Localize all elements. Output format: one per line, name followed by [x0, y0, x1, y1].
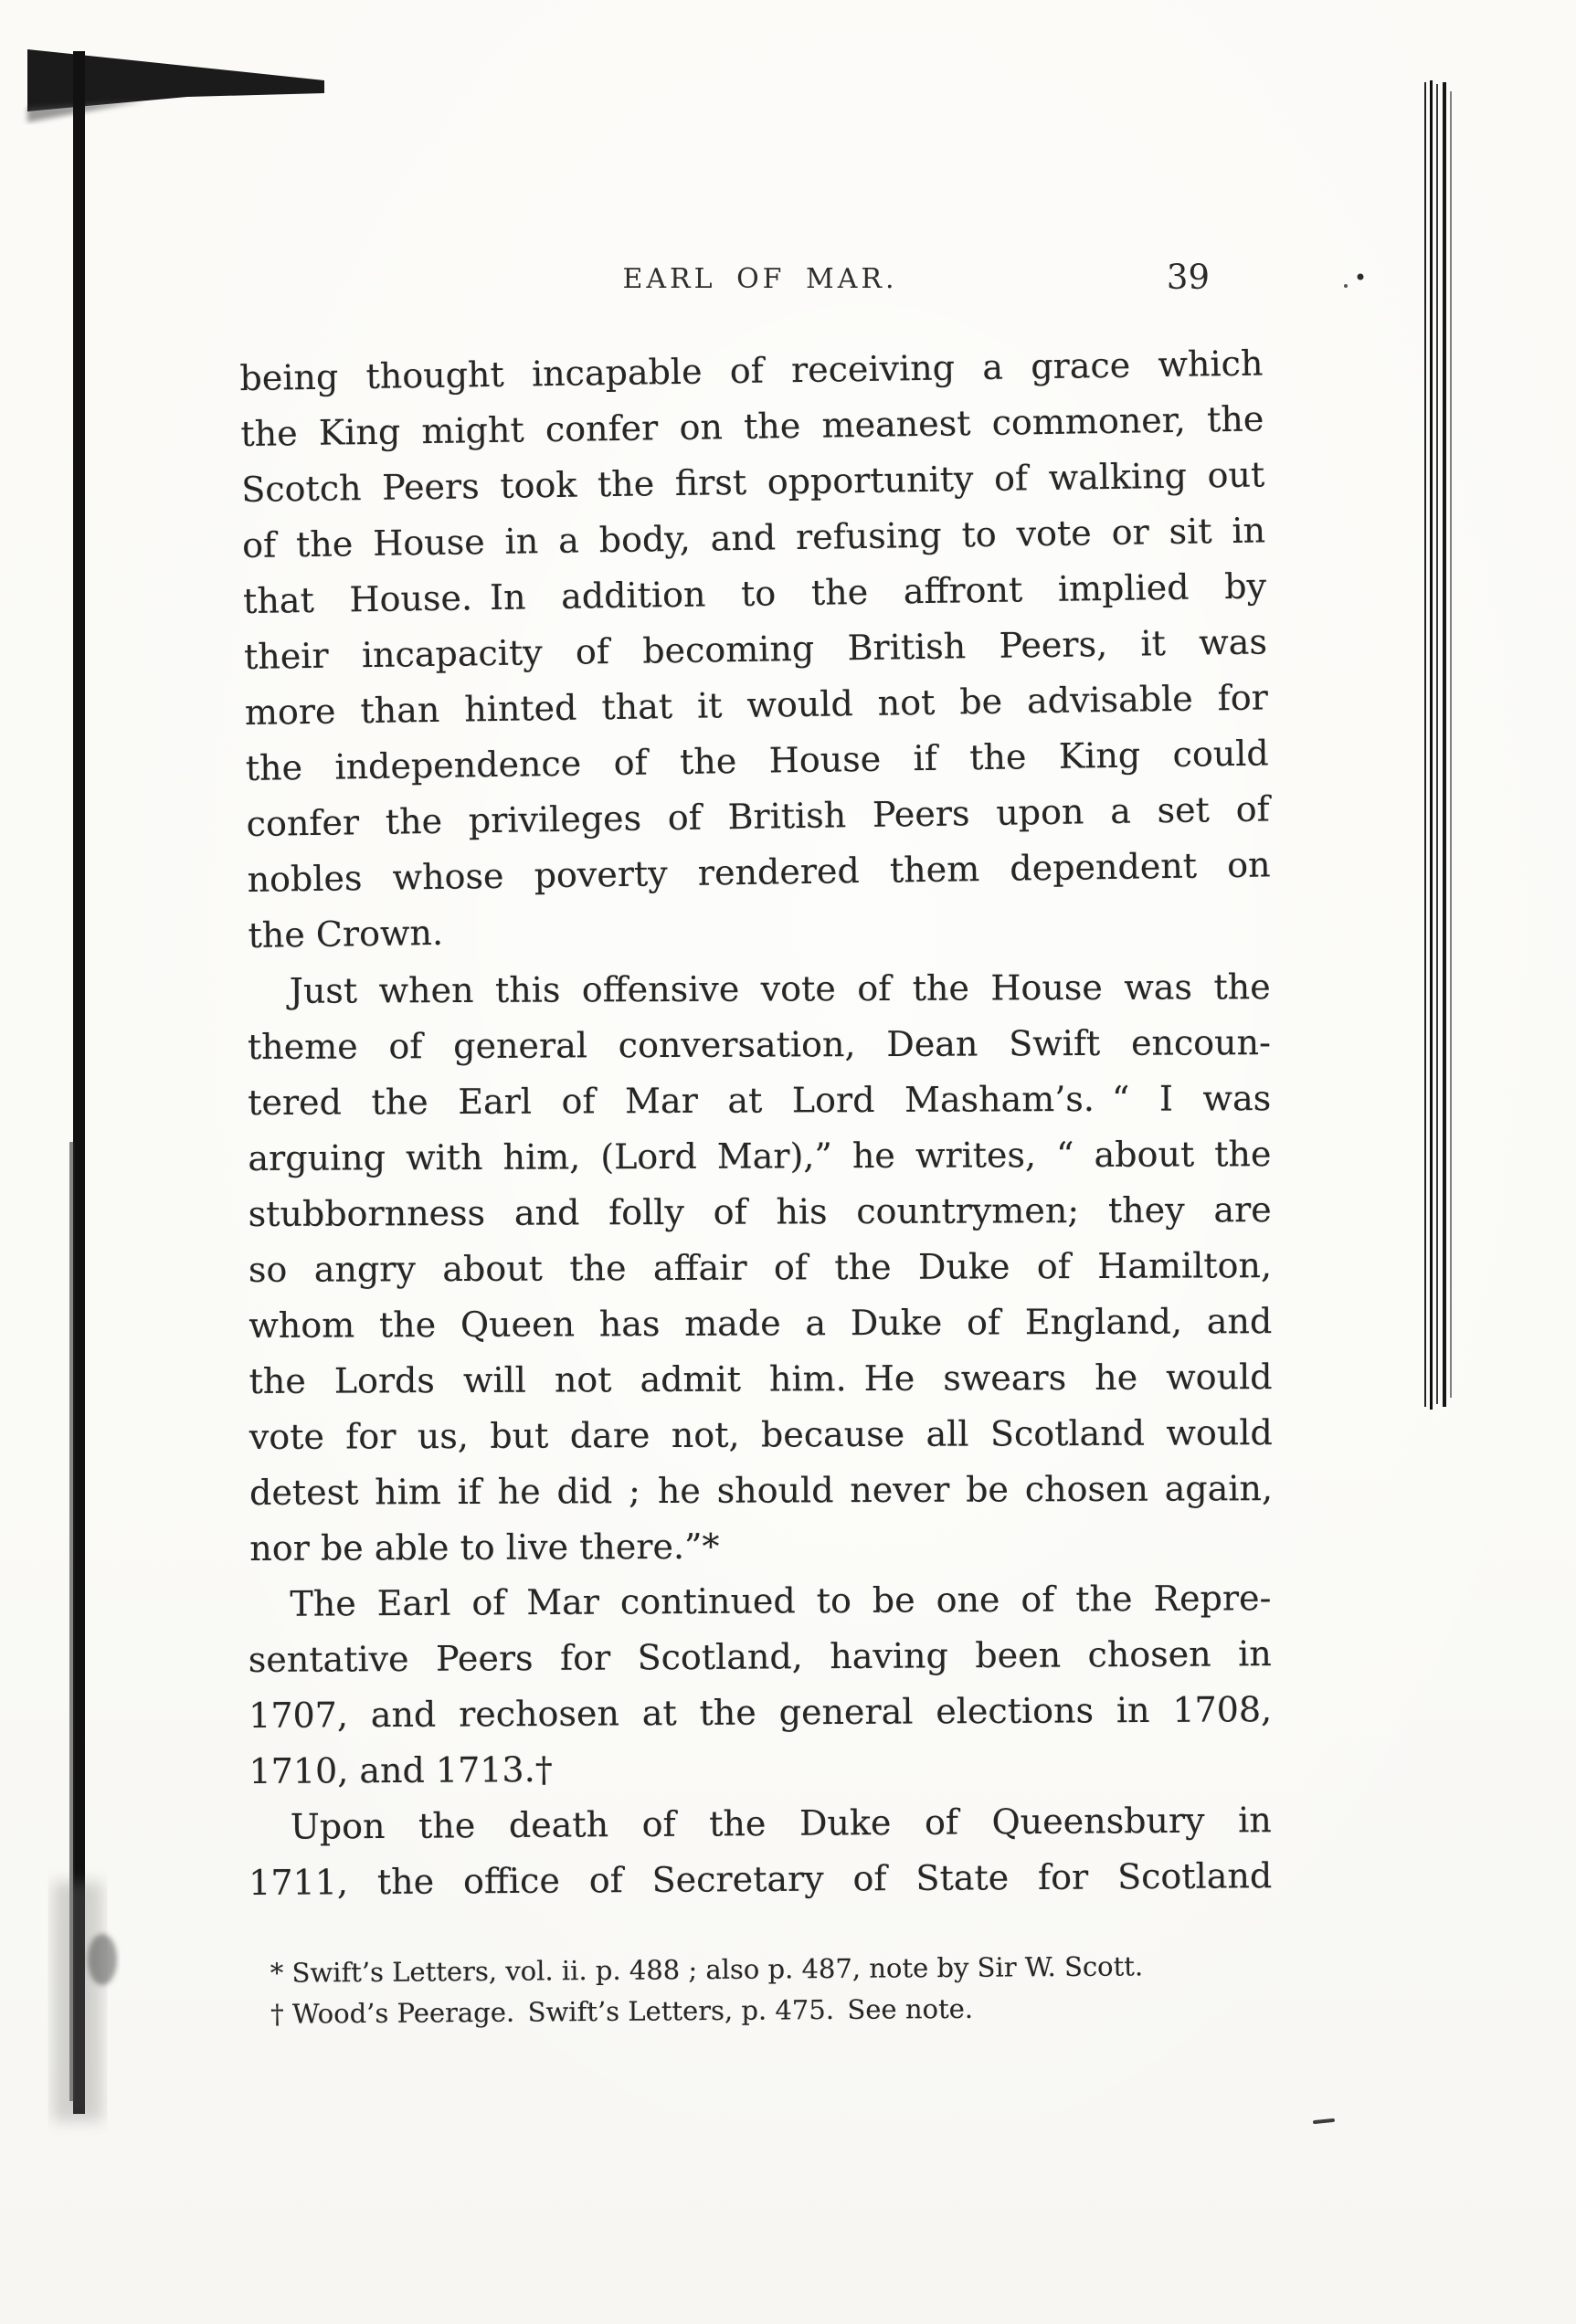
- text-line: confer the privileges of British Peers upon a set of: [246, 788, 1270, 845]
- page-header: [249, 258, 1272, 307]
- left-edge-blob: [88, 1934, 117, 1985]
- text-line: tered the Earl of Mar at Lord Masham’s. “ I was: [248, 1078, 1272, 1124]
- text-line: the Crown.: [248, 912, 444, 956]
- page-content: [239, 258, 1274, 2035]
- text-line: Just when this offensive vote of the House was the: [289, 967, 1271, 1011]
- ink-speck-period: [1344, 284, 1348, 288]
- page-edge-line-4: [1443, 82, 1446, 1407]
- footnote-line: † Wood’s Peerage. Swift’s Letters, p. 475. See note.: [270, 1992, 974, 2030]
- text-line: Upon the death of the Duke of Queensbury in: [290, 1800, 1272, 1847]
- text-line: 1707, and rechosen at the general elections in 1708,: [249, 1689, 1273, 1736]
- text-line: sentative Peers for Scotland, having been chosen in: [248, 1633, 1272, 1681]
- corner-wedge-shadow: [27, 100, 146, 122]
- text-line: so angry about the affair of the Duke of Hamilton,: [248, 1245, 1273, 1290]
- body-text: [239, 343, 1274, 2035]
- page-number: 39: [1166, 258, 1210, 297]
- page-edge-line-1: [1424, 82, 1426, 1407]
- paragraph-1: [239, 335, 1272, 964]
- page-edge-line-5: [1450, 91, 1452, 1398]
- text-line: the King might confer on the meanest commoner, the: [240, 398, 1264, 455]
- text-line: whom the Queen has made a Duke of England, and: [249, 1301, 1273, 1346]
- ink-speck-dot: [1358, 274, 1364, 280]
- left-spine-smudge: [53, 1882, 102, 2121]
- text-line: their incapacity of becoming British Peers, it was: [243, 621, 1268, 678]
- text-line: more than hinted that it would not be advisable for: [244, 677, 1269, 734]
- text-line: 1710, and 1713.†: [249, 1748, 553, 1791]
- paragraph-2: [248, 959, 1274, 1577]
- text-line: Scotch Peers took the first opportunity of walking out: [240, 454, 1265, 511]
- corner-wedge-artifact: [27, 49, 324, 111]
- text-line: the independence of the House if the King could: [245, 733, 1270, 789]
- text-line: the Lords will not admit him. He swears he would: [249, 1357, 1273, 1401]
- ink-speck-dash: [1313, 2118, 1335, 2124]
- text-line: arguing with him, (Lord Mar),” he writes, “ about the: [248, 1134, 1272, 1179]
- text-line: that House. In addition to the affront implied by: [242, 565, 1267, 622]
- paragraph-4: [249, 1792, 1273, 1911]
- page-edge-line-2: [1430, 80, 1433, 1410]
- footnote-line: * Swift’s Letters, vol. ii. p. 488 ; also p. 487, note by Sir W. Scott.: [270, 1950, 1144, 1989]
- text-line: 1711, the office of Secretary of State for Scotland: [249, 1855, 1273, 1903]
- text-line: stubbornness and folly of his countrymen; they are: [248, 1189, 1272, 1235]
- left-spine-line: [73, 51, 85, 2114]
- running-header-title: EARL OF MAR.: [622, 263, 898, 295]
- text-line: nobles whose poverty rendered them dependent on: [247, 844, 1271, 901]
- page-edge-line-3: [1436, 84, 1438, 1404]
- paragraph-3: [248, 1570, 1272, 1800]
- left-spine-line-secondary: [69, 1142, 75, 2101]
- text-line: vote for us, but dare not, because all Scotland would: [249, 1412, 1273, 1457]
- text-line: nor be able to live there.”*: [249, 1526, 720, 1569]
- text-line: of the House in a body, and refusing to vote or sit in: [241, 510, 1266, 566]
- text-line: being thought incapable of receiving a grace which: [239, 343, 1264, 399]
- text-line: detest him if he did ; he should never be chosen again,: [249, 1468, 1274, 1513]
- text-line: The Earl of Mar continued to be one of the Repre-: [290, 1578, 1272, 1624]
- text-line: theme of general conversation, Dean Swift encoun-: [247, 1022, 1272, 1068]
- footnotes: [249, 1945, 1273, 2035]
